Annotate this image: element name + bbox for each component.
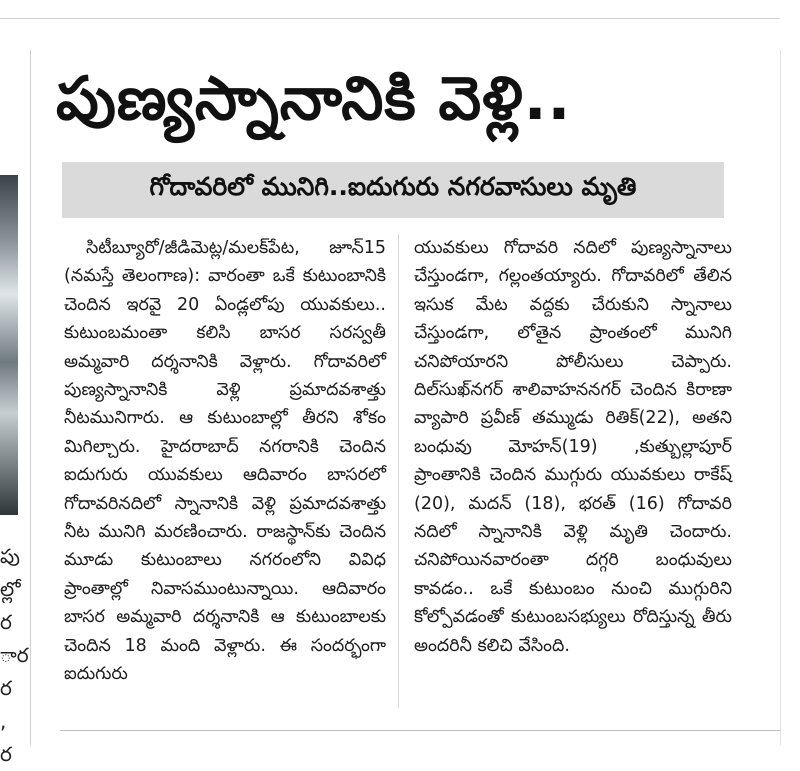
- adjacent-char: ర: [0, 610, 12, 634]
- adjacent-story-text: [0, 540, 29, 771]
- adjacent-char: ల్లో: [0, 577, 21, 601]
- adjacent-char: ార: [0, 643, 29, 667]
- adjacent-story-photo: [0, 175, 18, 515]
- column-divider: [398, 234, 399, 708]
- subheadline-band: [62, 162, 724, 218]
- article-column-left: [64, 234, 386, 689]
- adjacent-char: ర: [0, 742, 12, 766]
- right-border-rule: [780, 50, 781, 745]
- column-separator-rule: [30, 50, 31, 745]
- adjacent-char: ర: [0, 676, 12, 700]
- article-subheadline: గోదావరిలో మునిగి..ఐదుగురు నగరవాసులు మృతి: [149, 172, 637, 201]
- adjacent-char: ,: [0, 709, 7, 733]
- article-headline: పుణ్యస్నానానికి వెళ్లి..: [56, 64, 572, 134]
- top-rule: [0, 18, 780, 19]
- bottom-rule: [60, 730, 780, 731]
- adjacent-char: పు: [0, 544, 20, 568]
- article-paragraph: యువకులు గోదావరి నదిలో పుణ్యస్నానాలు చేస్తుండగా, గల్లంతయ్యారు. గోదావరిలో తేలిన ఇసుక మేట వద్దకు చేరుకుని స్నానాలు చేస్తుండగా, లోతైన ప్రాంతంలో మునిగి చనిపోయారని పోలీసులు చెప్పారు. దిల్‌సుఖ్‌నగర్ శాలివాహననగర్ చెందిన కిరాణా వ్యాపారి ప్రవీణ్ తమ్ముడు రితిక్(22), అతని బంధువు మోహన్(19) ,కుత్బుల్లాపూర్ ప్రాంతానికి చెందిన ముగ్గురు యువకులు రాకేష్ (20), మదన్ (18), భరత్ (16) గోదావరి నదిలో స్నానానికి వెళ్లి మృతి చెందారు. చనిపోయినవారంతా దగ్గరి బంధువులు కావడం.. ఒకే కుటుంబం నుంచి ముగ్గురిని కోల్పోవడంతో కుటుంబసభ్యులు రోదిస్తున్న తీరు అందరినీ కలిచి వేసింది.: [414, 238, 732, 656]
- article-column-right: [414, 234, 732, 660]
- article-paragraph: సిటీబ్యూరో/జీడిమెట్ల/మలక్‌పేట, జూన్15 (నమస్తే తెలంగాణ): వారంతా ఒకే కుటుంబానికి చెందిన ఇరవై 20 ఏండ్లలోపు యువకులు.. కుటుంబమంతా కలిసి బాసర సరస్వతీ అమ్మవారి దర్శనానికి వెళ్లారు. గోదావరిలో పుణ్యస్నానానికి వెళ్లి ప్రమాదవశాత్తు నీటమునిగారు. ఆ కుటుంబాల్లో తీరని శోకం మిగిల్చారు. హైదరాబాద్ నగరానికి చెందిన ఐదుగురు యువకులు ఆదివారం బాసరలో గోదావరినదిలో స్నానానికి వెళ్లి ప్రమాదవశాత్తు నీట మునిగి మరణించారు. రాజస్థాన్‌కు చెందిన మూడు కుటుంబాలు నగరంలోని వివిధ ప్రాంతాల్లో నివాసముంటున్నాయి. ఆదివారం బాసర అమ్మవారి దర్శనానికి ఆ కుటుంబాలకు చెందిన 18 మంది వెళ్లారు. ఈ సందర్భంగా ఐదుగురు: [64, 238, 386, 685]
